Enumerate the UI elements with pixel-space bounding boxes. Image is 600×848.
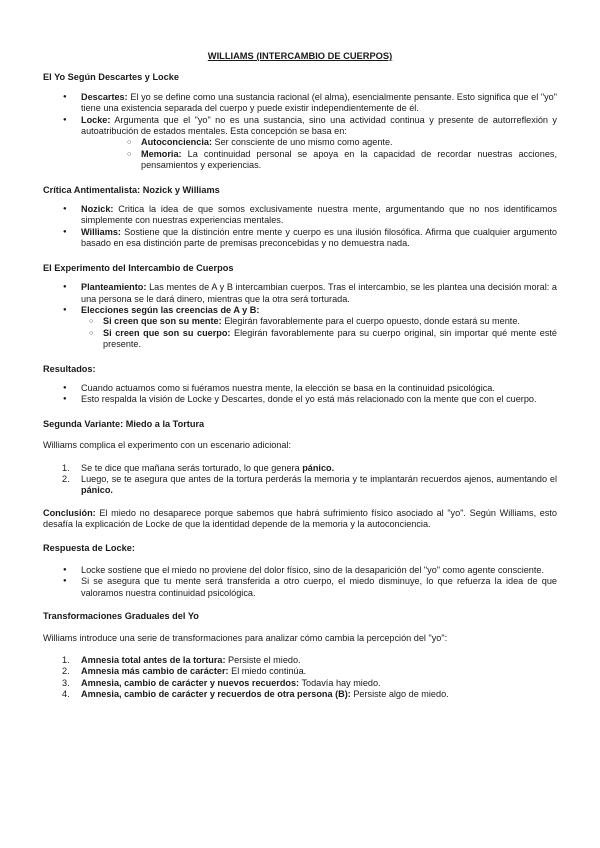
conclusion-text: El miedo no desaparece porque sabemos que habrá sufrimiento físico asociado al "yo". Según Williams, esto desafía la explicación de Locke de que la identidad depende de la memoria y la autoconciencia. xyxy=(43,507,557,530)
document-title: WILLIAMS (INTERCAMBIO DE CUERPOS) xyxy=(207,51,393,61)
item-label: Autoconciencia: xyxy=(141,137,212,148)
section-heading-segunda-variante: Segunda Variante: Miedo a la Tortura xyxy=(43,418,205,429)
list-item xyxy=(43,204,557,227)
list-item xyxy=(43,463,557,474)
list-item: ● Locke sostiene que el miedo no proviene del dolor físico, sino de la desaparición del "yo" como agente consciente. xyxy=(43,565,557,576)
segunda-variante-list xyxy=(43,463,557,497)
item-text: Las mentes de A y B intercambian cuerpos. Tras el intercambio, se les plantea una decisión moral: a una persona se le dará dinero, mientras que la otra será torturada. xyxy=(81,282,557,304)
item-text: Sostiene que la distinción entre mente y cuerpo es una ilusión filosófica. Afirma que cualquier argumento basado en esa distinción parte de premisas preconcebidas y no demuestra nada. xyxy=(81,226,557,249)
item-text: Argumenta que el "yo" no es una sustancia, sino una actividad continua y presente de autorreflexión y autoatribución de estados mentales. Esta concepción se basa en: xyxy=(81,114,557,137)
conclusion-paragraph xyxy=(43,508,557,531)
sub-list xyxy=(85,316,557,350)
list-item xyxy=(43,655,557,666)
item-text: El miedo continúa. xyxy=(228,666,307,677)
item-text: Ser consciente de uno mismo como agente. xyxy=(211,137,393,148)
section-heading-descartes-locke: El Yo Según Descartes y Locke xyxy=(43,72,179,83)
item-label: Amnesia más cambio de carácter: xyxy=(81,666,229,677)
paragraph: Williams complica el experimento con un escenario adicional: xyxy=(43,440,292,451)
list-item xyxy=(43,678,557,689)
list-item xyxy=(43,305,557,351)
item-bold: pánico. xyxy=(302,462,335,473)
item-label: Memoria: xyxy=(141,148,182,159)
item-label: Descartes: xyxy=(81,91,128,102)
list-item xyxy=(43,115,557,172)
item-text: Critica la idea de que somos exclusivamente nuestra mente, argumentando que no nos identificamos simplemente con nuestras experiencias mentales. xyxy=(81,204,557,226)
list-item: ● Cuando actuamos como si fuéramos nuestra mente, la elección se basa en la continuidad psicológica. xyxy=(43,383,557,394)
list-item: ● Esto respalda la visión de Locke y Descartes, donde el yo está más relacionado con la mente que con el cuerpo. xyxy=(43,394,557,405)
item-text: Elegirán favorablemente para el cuerpo opuesto, donde estará su mente. xyxy=(221,316,520,327)
section-heading-respuesta-locke: Respuesta de Locke: xyxy=(43,542,135,553)
section-heading-experimento: El Experimento del Intercambio de Cuerpos xyxy=(43,262,234,273)
item-label: Elecciones según las creencias de A y B: xyxy=(81,304,260,315)
sub-list-item xyxy=(85,316,557,327)
descartes-locke-list xyxy=(43,92,557,172)
transformaciones-list xyxy=(43,655,557,701)
respuesta-locke-list xyxy=(43,565,557,599)
item-label: Planteamiento: xyxy=(81,282,147,293)
sub-list-item xyxy=(123,137,557,148)
conclusion-label: Conclusión: xyxy=(43,507,96,518)
list-item xyxy=(43,92,557,115)
item-label: Nozick: xyxy=(81,204,114,215)
item-text: Persiste algo de miedo. xyxy=(350,689,449,700)
item-text: La continuidad personal se apoya en la capacidad de recordar nuestras acciones, pensamientos y experiencias. xyxy=(141,148,557,171)
item-label: Si creen que son su cuerpo: xyxy=(103,327,231,338)
list-item xyxy=(43,474,557,497)
item-label: Locke: xyxy=(81,114,111,125)
item-label: Amnesia total antes de la tortura: xyxy=(81,655,226,666)
item-text: Todavía hay miedo. xyxy=(299,677,381,688)
sub-list-item xyxy=(123,149,557,172)
paragraph: Williams introduce una serie de transformaciones para analizar cómo cambia la percepción del "yo": xyxy=(43,632,448,643)
critica-list xyxy=(43,204,557,250)
item-text: Elegirán favorablemente para su cuerpo original, sin importar qué mente esté presente. xyxy=(103,327,557,350)
list-item: ● Si se asegura que tu mente será transferida a otro cuerpo, el miedo disminuye, lo que refuerza la idea de que valoramos nuestra continuidad psicológica. xyxy=(43,576,557,599)
list-item xyxy=(43,227,557,250)
item-label: Williams: xyxy=(81,226,121,237)
section-heading-transformaciones: Transformaciones Graduales del Yo xyxy=(43,611,199,622)
resultados-list xyxy=(43,383,557,406)
sub-list-item xyxy=(85,328,557,351)
item-text: El yo se define como una sustancia racional (el alma), esencialmente pensante. Esto significa que el "yo" tiene una existencia separada del cuerpo y puede existir independientemente de él. xyxy=(81,91,557,114)
item-label: Amnesia, cambio de carácter y nuevos recuerdos: xyxy=(81,677,300,688)
list-item xyxy=(43,282,557,305)
section-heading-critica: Crítica Antimentalista: Nozick y Williams xyxy=(43,184,220,195)
list-item xyxy=(43,666,557,677)
item-text: Luego, se te asegura que antes de la tortura perderás la memoria y te implantarán recuerdos ajenos, aumentando el xyxy=(81,473,557,484)
item-label: Si creen que son su mente: xyxy=(103,316,222,327)
experimento-list xyxy=(43,282,557,350)
item-text: Persiste el miedo. xyxy=(225,655,301,666)
sub-list xyxy=(123,137,557,171)
item-label: Amnesia, cambio de carácter y recuerdos de otra persona (B): xyxy=(81,689,351,700)
list-item xyxy=(43,689,557,700)
item-text: Se te dice que mañana serás torturado, lo que genera xyxy=(81,462,303,473)
section-heading-resultados: Resultados: xyxy=(43,363,96,374)
item-bold: pánico. xyxy=(81,485,113,496)
